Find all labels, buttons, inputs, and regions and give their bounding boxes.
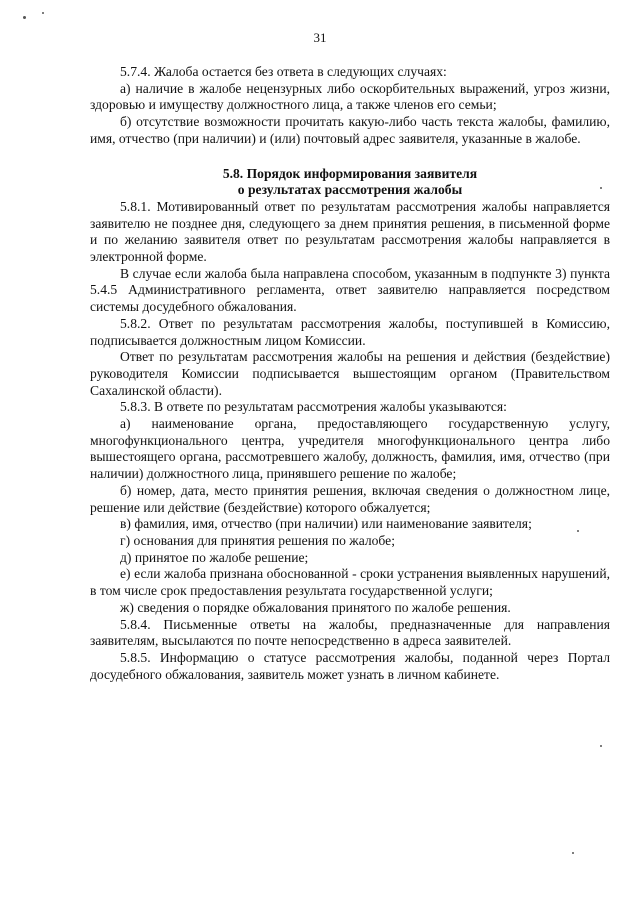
paragraph-5-8-1-b: В случае если жалоба была направлена способом, указанным в подпункте 3) пункта 5.4.5 Административного регламента, ответ заявителю направляется посредством системы досудебного обжалования. [90,265,610,315]
section-5-7-4-intro: 5.7.4. Жалоба остается без ответа в следующих случаях: [120,64,447,79]
paragraph-5-8-4: 5.8.4. Письменные ответы на жалобы, предназначенные для направления заявителям, высылаются по почте непосредственно в адреса заявителей. [90,616,610,649]
paragraph-5-8-3-item-b: б) номер, дата, место принятия решения, включая сведения о должностном лице, решение или действие (бездействие) которого обжалуется; [90,482,610,515]
paragraph-5-8-3-item-d: д) принятое по жалобе решение; [120,549,309,565]
paragraph-5-8-3-item-zh: ж) сведения о порядке обжалования принятого по жалобе решения. [120,599,511,615]
paragraph-5-8-2-b: Ответ по результатам рассмотрения жалобы на решения и действия (бездействие) руководителя Комиссии подписывается вышестоящим органом (Правительством Сахалинской области). [90,349,610,398]
paragraph-5-8-3-item-v: в) фамилия, имя, отчество (при наличии) или наименование заявителя; [120,516,532,532]
paragraph-5-8-3-item-a: а) наименование органа, предоставляющего государственную услугу, многофункционального центра, учредителя многофункционального центра либо вышестоящего органа, рассмотревшего жалобу, должность, фамилия, имя, отчество (при наличии) должностного лица, принявшего решение по жалобе; [90,416,610,482]
section-5-7-4-item-a: а) наличие в жалобе нецензурных либо оскорбительных выражений, угроз жизни, здоровью и имуществу должностного лица, а также членов его семьи; [90,80,610,113]
section-5-8-heading [90,166,610,199]
paragraph-5-8-1: 5.8.1. Мотивированный ответ по результатам рассмотрения жалобы направляется заявителю не позднее дня, следующего за днем принятия решения, в письменной форме и по желанию заявителя ответ по результатам рассмотрения жалобы направляется в электронной форме. [90,198,610,265]
section-5-8-heading-line2: о результатах рассмотрения жалобы [237,182,463,198]
section-5-7-4-item-b: б) отсутствие возможности прочитать какую-либо часть текста жалобы, фамилию, имя, отчество (при наличии) и (или) почтовый адрес заявителя, указанные в жалобе. [90,114,610,146]
paragraph-5-8-3: 5.8.3. В ответе по результатам рассмотрения жалобы указываются: [120,399,507,415]
paragraph-5-8-2: 5.8.2. Ответ по результатам рассмотрения жалобы, поступившей в Комиссию, подписывается должностным лицом Комиссии. [90,315,610,348]
paragraph-5-8-5: 5.8.5. Информацию о статусе рассмотрения жалобы, поданной через Портал досудебного обжалования, заявитель может узнать в личном кабинете. [90,649,610,682]
document-body [90,64,610,683]
page-number: 31 [313,30,327,45]
section-5-8-heading-line1: 5.8. Порядок информирования заявителя [222,165,478,181]
paragraph-5-8-3-item-e: е) если жалоба признана обоснованной - сроки устранения выявленных нарушений, в том числе срок предоставления результата государственной услуги; [90,566,610,599]
paragraph-5-8-3-item-g: г) основания для принятия решения по жалобе; [120,532,395,548]
